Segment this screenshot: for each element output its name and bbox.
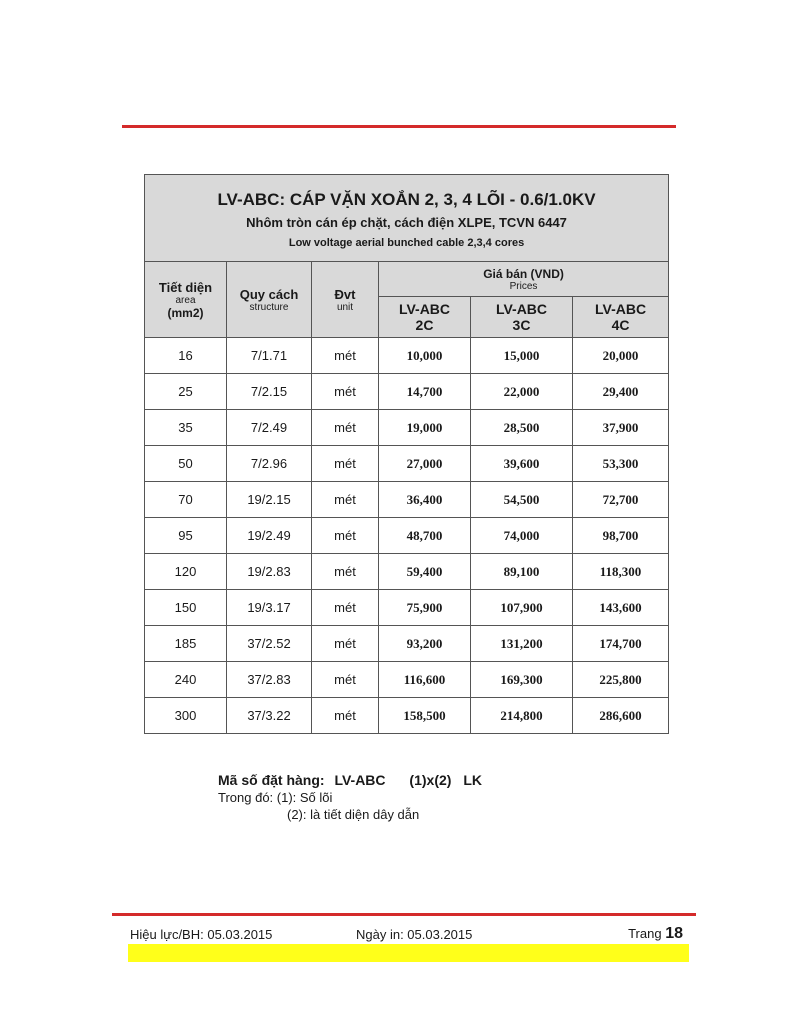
order-code-suffix: LK xyxy=(463,772,482,788)
area-cell: 300 xyxy=(145,698,227,734)
price-3c-cell: 74,000 xyxy=(471,518,573,554)
price-4c-cell: 72,700 xyxy=(573,482,669,518)
top-red-rule xyxy=(122,125,676,128)
price-3c-cell: 22,000 xyxy=(471,374,573,410)
table-row xyxy=(145,482,669,518)
price-3c-cell: 15,000 xyxy=(471,338,573,374)
bottom-red-rule xyxy=(112,913,696,916)
price-4c-cell: 53,300 xyxy=(573,446,669,482)
col-header-2c: LV-ABC 2C xyxy=(379,297,471,338)
area-cell: 35 xyxy=(145,410,227,446)
price-4c-cell: 118,300 xyxy=(573,554,669,590)
price-2c-cell: 59,400 xyxy=(379,554,471,590)
unit-cell: mét xyxy=(312,338,379,374)
structure-cell: 7/1.71 xyxy=(227,338,312,374)
col-header-3c: LV-ABC 3C xyxy=(471,297,573,338)
order-code-line xyxy=(218,772,482,788)
table-row xyxy=(145,374,669,410)
area-cell: 70 xyxy=(145,482,227,518)
table-row xyxy=(145,554,669,590)
col-header-area: Tiết diện area (mm2) xyxy=(145,262,227,338)
table-row xyxy=(145,590,669,626)
col-header-price: Giá bán (VND) Prices xyxy=(379,262,669,297)
order-note-1: Trong đó: (1): Số lõi xyxy=(218,790,333,805)
area-cell: 50 xyxy=(145,446,227,482)
table-row xyxy=(145,446,669,482)
table-row xyxy=(145,410,669,446)
area-cell: 16 xyxy=(145,338,227,374)
table-subtitle: Nhôm tròn cán ép chặt, cách điện XLPE, TCVN 6447 xyxy=(246,214,567,230)
price-4c-cell: 37,900 xyxy=(573,410,669,446)
structure-cell: 7/2.96 xyxy=(227,446,312,482)
price-3c-cell: 28,500 xyxy=(471,410,573,446)
yellow-highlight-bar xyxy=(128,944,689,962)
price-2c-cell: 27,000 xyxy=(379,446,471,482)
area-cell: 95 xyxy=(145,518,227,554)
area-cell: 120 xyxy=(145,554,227,590)
table-subtitle-en: Low voltage aerial bunched cable 2,3,4 cores xyxy=(288,236,525,249)
unit-cell: mét xyxy=(312,518,379,554)
area-cell: 185 xyxy=(145,626,227,662)
table-title: LV-ABC: CÁP VẶN XOẮN 2, 3, 4 LÕI - 0.6/1.0KV xyxy=(217,189,596,209)
col-header-4c: LV-ABC 4C xyxy=(573,297,669,338)
price-2c-cell: 116,600 xyxy=(379,662,471,698)
table-row xyxy=(145,662,669,698)
footer-print-date: Ngày in: 05.03.2015 xyxy=(356,927,473,942)
price-4c-cell: 98,700 xyxy=(573,518,669,554)
price-3c-cell: 39,600 xyxy=(471,446,573,482)
area-cell: 25 xyxy=(145,374,227,410)
unit-cell: mét xyxy=(312,482,379,518)
col-header-structure: Quy cách structure xyxy=(227,262,312,338)
price-2c-cell: 158,500 xyxy=(379,698,471,734)
unit-cell: mét xyxy=(312,698,379,734)
footer-page xyxy=(628,925,683,943)
price-4c-cell: 286,600 xyxy=(573,698,669,734)
order-code-value: LV-ABC xyxy=(334,772,386,788)
structure-cell: 19/2.83 xyxy=(227,554,312,590)
order-code-label: Mã số đặt hàng: xyxy=(218,772,325,788)
price-4c-cell: 29,400 xyxy=(573,374,669,410)
price-table xyxy=(144,174,669,734)
table-row xyxy=(145,698,669,734)
structure-cell: 19/3.17 xyxy=(227,590,312,626)
structure-cell: 19/2.15 xyxy=(227,482,312,518)
price-2c-cell: 36,400 xyxy=(379,482,471,518)
unit-cell: mét xyxy=(312,374,379,410)
price-3c-cell: 54,500 xyxy=(471,482,573,518)
unit-cell: mét xyxy=(312,662,379,698)
col-header-unit: Đvt unit xyxy=(312,262,379,338)
price-4c-cell: 20,000 xyxy=(573,338,669,374)
price-2c-cell: 19,000 xyxy=(379,410,471,446)
price-3c-cell: 107,900 xyxy=(471,590,573,626)
price-2c-cell: 10,000 xyxy=(379,338,471,374)
price-2c-cell: 75,900 xyxy=(379,590,471,626)
price-3c-cell: 89,100 xyxy=(471,554,573,590)
structure-cell: 7/2.49 xyxy=(227,410,312,446)
structure-cell: 37/2.52 xyxy=(227,626,312,662)
structure-cell: 37/3.22 xyxy=(227,698,312,734)
price-3c-cell: 169,300 xyxy=(471,662,573,698)
order-code-pattern: (1)x(2) xyxy=(409,772,452,788)
order-code-block xyxy=(218,772,482,822)
price-4c-cell: 225,800 xyxy=(573,662,669,698)
footer-validity: Hiệu lực/BH: 05.03.2015 xyxy=(130,927,273,942)
price-3c-cell: 214,800 xyxy=(471,698,573,734)
price-4c-cell: 174,700 xyxy=(573,626,669,662)
price-2c-cell: 48,700 xyxy=(379,518,471,554)
area-cell: 240 xyxy=(145,662,227,698)
table-row xyxy=(145,518,669,554)
order-note-2: (2): là tiết diện dây dẫn xyxy=(287,807,420,822)
table-title-cell xyxy=(145,175,669,262)
unit-cell: mét xyxy=(312,554,379,590)
price-3c-cell: 131,200 xyxy=(471,626,573,662)
price-2c-cell: 93,200 xyxy=(379,626,471,662)
structure-cell: 19/2.49 xyxy=(227,518,312,554)
structure-cell: 37/2.83 xyxy=(227,662,312,698)
page-label: Trang xyxy=(628,926,662,941)
unit-cell: mét xyxy=(312,590,379,626)
unit-cell: mét xyxy=(312,446,379,482)
page-number: 18 xyxy=(665,925,683,942)
unit-cell: mét xyxy=(312,410,379,446)
unit-cell: mét xyxy=(312,626,379,662)
area-cell: 150 xyxy=(145,590,227,626)
structure-cell: 7/2.15 xyxy=(227,374,312,410)
table-row xyxy=(145,338,669,374)
table-row xyxy=(145,626,669,662)
price-2c-cell: 14,700 xyxy=(379,374,471,410)
price-4c-cell: 143,600 xyxy=(573,590,669,626)
